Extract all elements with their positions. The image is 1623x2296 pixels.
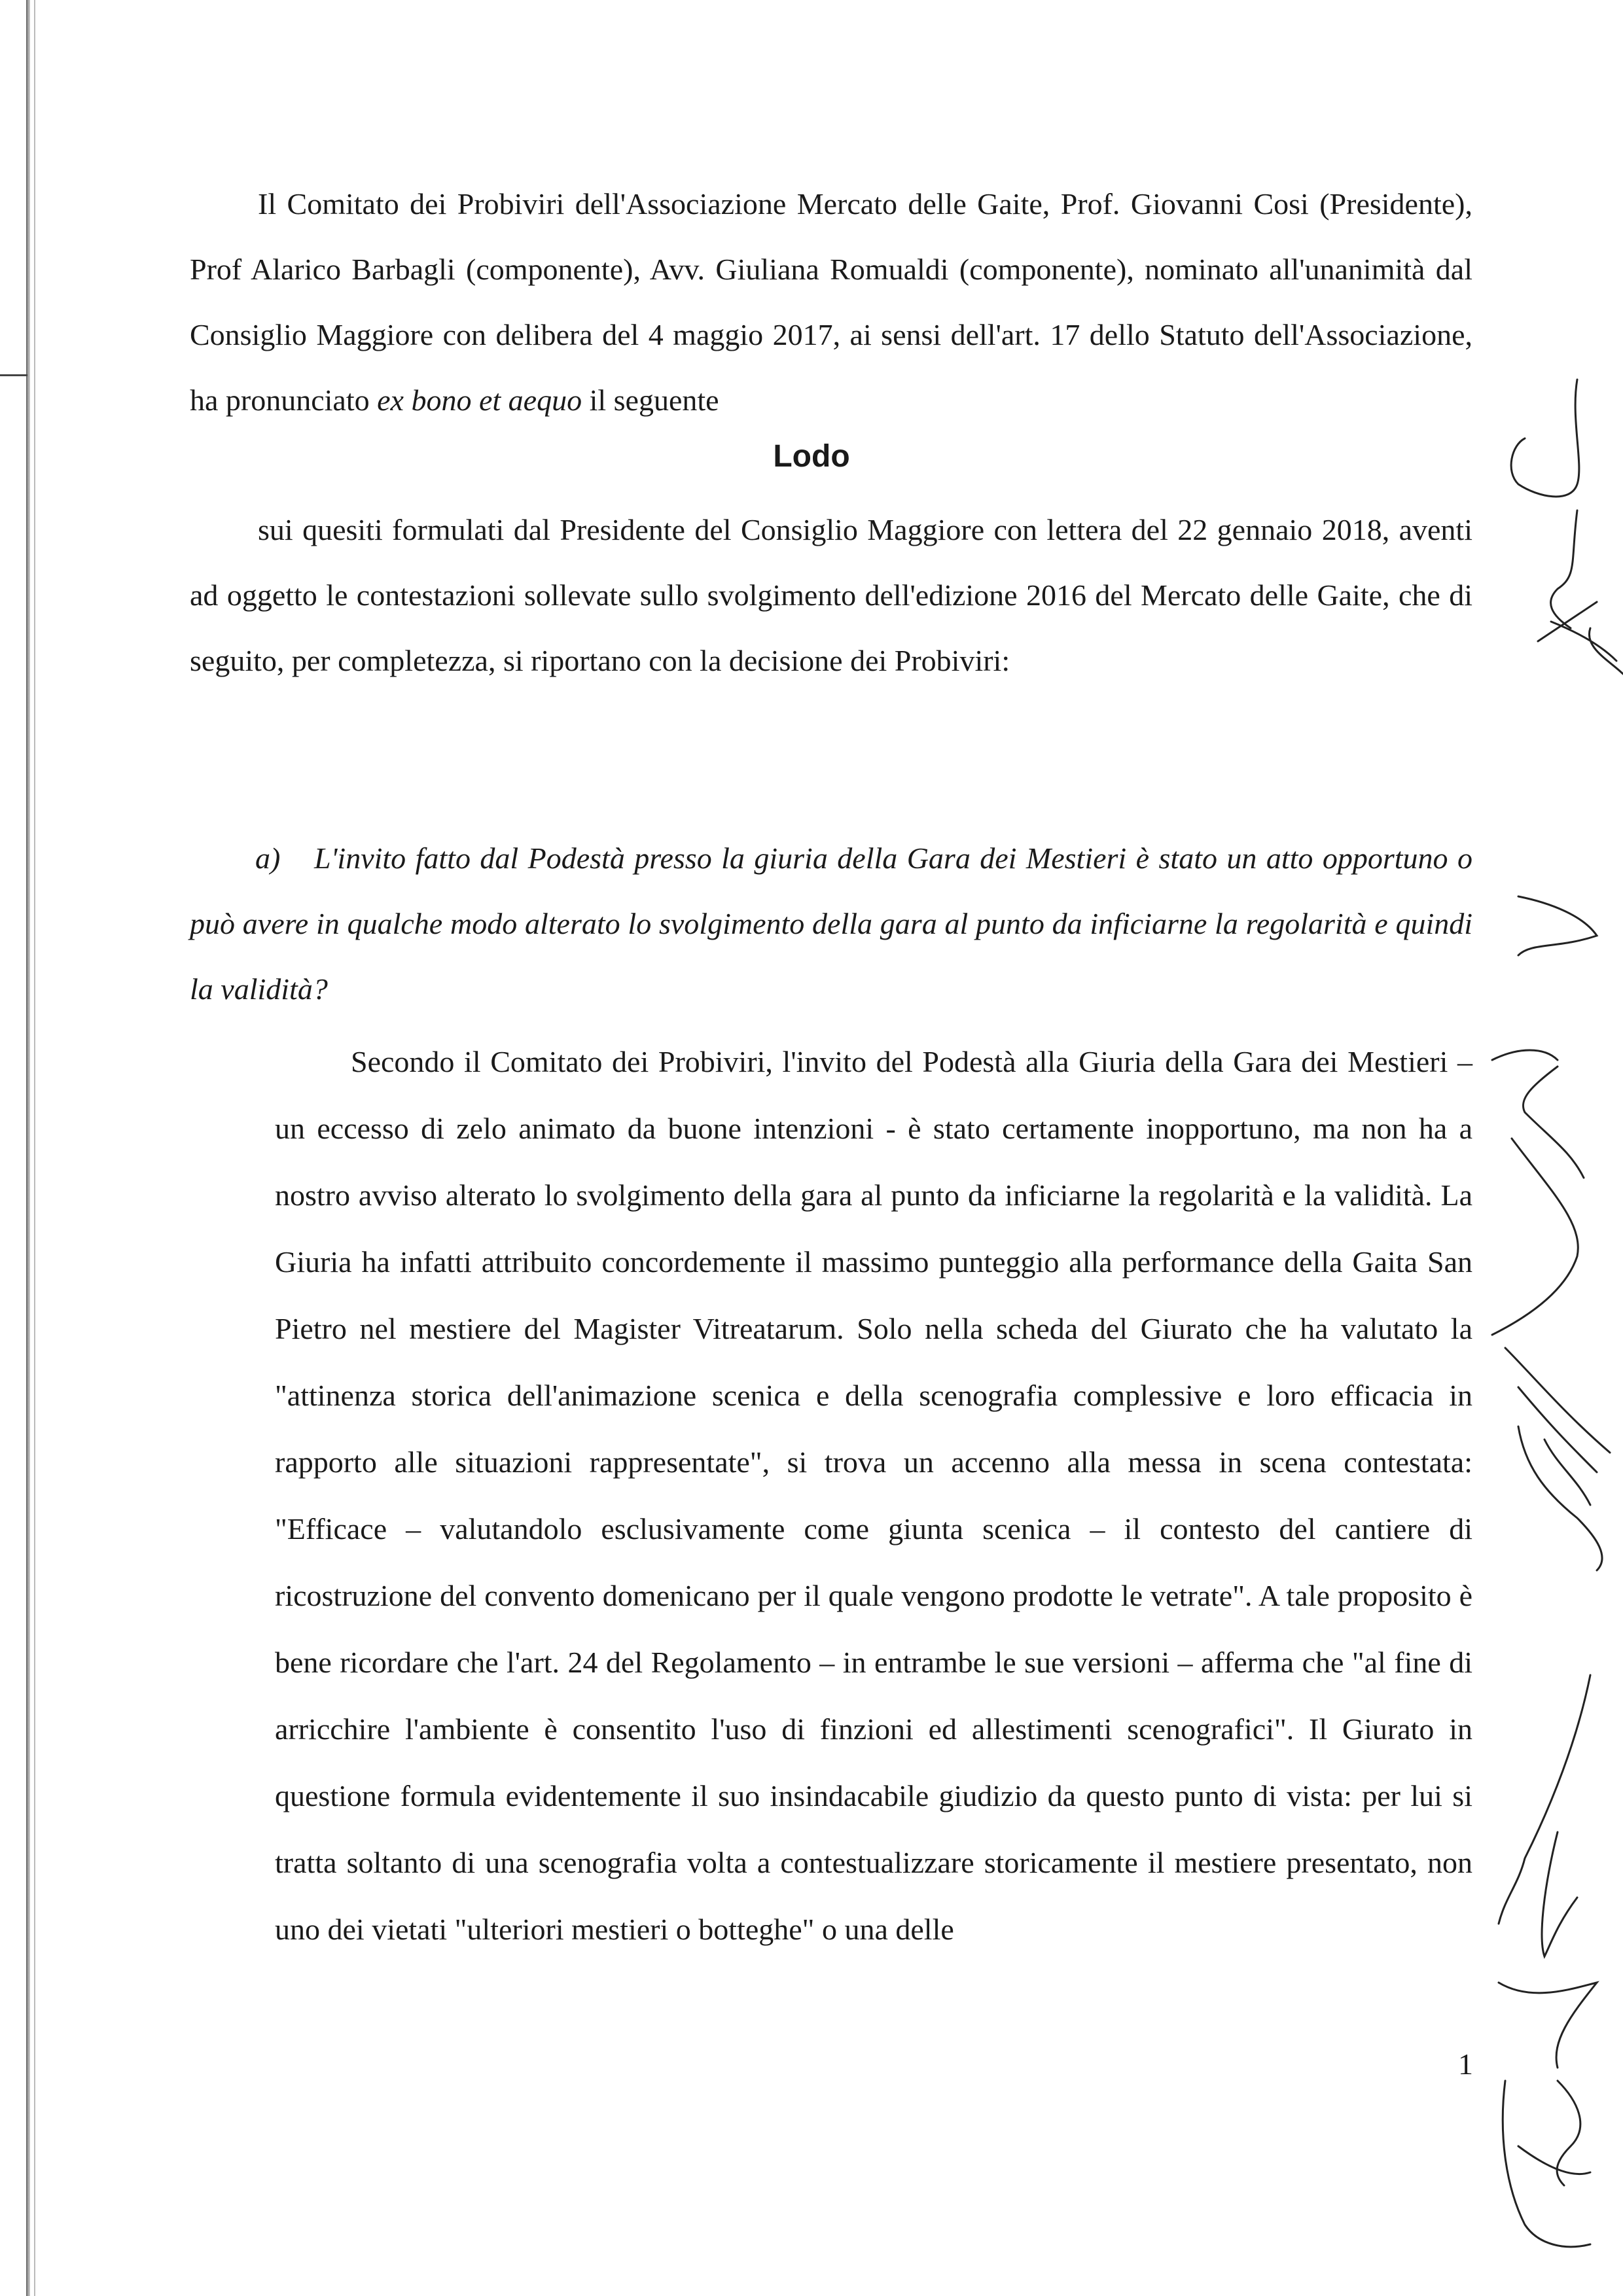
intro-end-text: il seguente xyxy=(589,383,719,417)
question-a xyxy=(190,826,1472,1022)
questions-intro-paragraph: sui quesiti formulati dal Presidente del Consiglio Maggiore con lettera del 22 gennaio 2018, aventi ad oggetto le contestazioni sollevate sullo svolgimento dell'edizione 2016 del Mercato delle Gaite, che di seguito, per completezza, si riportano con la decisione dei Probiviri: xyxy=(190,513,1472,677)
intro-text: Il Comitato dei Probiviri dell'Associazione Mercato delle Gaite, Prof. Giovanni Cosi (Presidente), Prof Alarico Barbagli (componente), Avv. Giuliana Romualdi (componente), nominato all'unanimità dal Consiglio Maggiore con delibera del 4 maggio 2017, ai sensi dell'art. 17 dello Statuto dell'Associazione, ha pronunciato xyxy=(190,187,1472,417)
question-label: a) xyxy=(255,841,281,875)
intro-paragraph xyxy=(190,171,1472,433)
page-number: 1 xyxy=(1458,2047,1473,2081)
answer-paragraph: Secondo il Comitato dei Probiviri, l'invito del Podestà alla Giuria della Gara dei Mestieri – un eccesso di zelo animato da buone intenzioni - è stato certamente inopportuno, ma non ha a nostro avviso alterato lo svolgimento della gara al punto da inficiarne la regolarità e la validità. La Giuria ha infatti attribuito concordemente il massimo punteggio alla performance della Gaita San Pietro nel mestiere del Magister Vitreatarum. Solo nella scheda del Giurato che ha valutato la "attinenza storica dell'animazione scenica e della scenografia complessive e loro efficacia in rapporto alle situazioni rappresentate", si trova un accenno alla messa in scena contestata: "Efficace – valutandolo esclusivamente come giunta scenica – il contesto del cantiere di ricostruzione del convento domenicano per il quale vengono prodotte le vetrate". A tale proposito è bene ricordare che l'art. 24 del Regolamento – in entrambe le sue versioni – afferma che "al fine di arricchire l'ambiente è consentito l'uso di finzioni ed allestimenti scenografici". Il Giurato in questione formula evidentemente il suo insindacabile giudizio da questo punto di vista: per lui si tratta soltanto di una scenografia volta a contestualizzare storicamente il mestiere presentato, non uno dei vietati "ulteriori mestieri o botteghe" o una delle xyxy=(275,1045,1472,1946)
scan-binding-edge xyxy=(26,0,30,2296)
scan-margin-mark xyxy=(0,374,27,376)
question-text: L'invito fatto dal Podestà presso la giuria della Gara dei Mestieri è stato un atto opportuno o può avere in qualche modo alterato lo svolgimento della gara al punto da inficiarne la regolarità e quindi la validità? xyxy=(190,841,1472,1006)
margin-initials-signature xyxy=(1479,366,1623,2264)
intro-latin-phrase: ex bono et aequo xyxy=(377,383,582,417)
document-title: Lodo xyxy=(773,439,850,474)
scan-binding-line xyxy=(34,0,35,2296)
